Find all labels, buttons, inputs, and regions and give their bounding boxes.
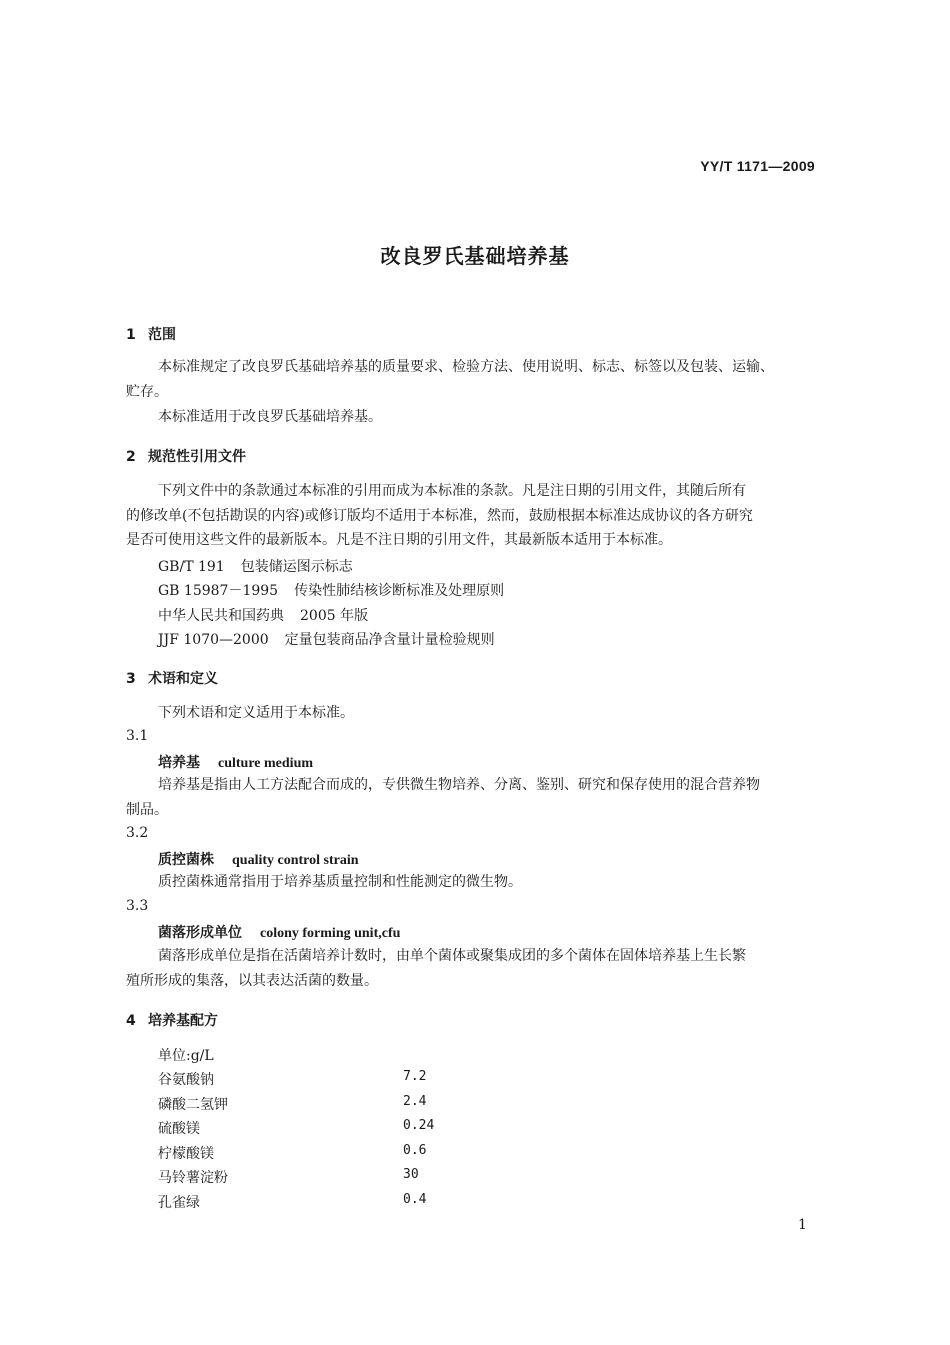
reference-title: 包装储运图示标志 <box>240 559 353 575</box>
reference-code: GB 15987－1995 <box>158 583 279 599</box>
normative-reference <box>158 580 504 600</box>
document-title: 改良罗氏基础培养基 <box>380 244 570 268</box>
ingredient-name: 孔雀绿 <box>158 1195 200 1211</box>
normative-reference <box>158 629 495 649</box>
section-4-heading <box>126 1010 218 1030</box>
term-chinese: 培养基 <box>158 755 200 771</box>
reference-code: 中华人民共和国药典 <box>158 608 284 624</box>
section-title: 培养基配方 <box>148 1013 218 1029</box>
term-chinese: 质控菌株 <box>158 852 214 868</box>
term-english: quality control strain <box>232 853 359 868</box>
ingredient-name: 硫酸镁 <box>158 1121 200 1137</box>
section-1-heading <box>126 324 176 344</box>
section-3-intro: 下列术语和定义适用于本标准。 <box>158 705 354 721</box>
section-2-heading <box>126 446 246 466</box>
section-title: 规范性引用文件 <box>148 449 246 465</box>
term-definition-line: 培养基是指由人工方法配合而成的，专供微生物培养、分离、鉴别、研究和保存使用的混合营养物 <box>158 777 760 793</box>
section-number: 3 <box>126 671 136 687</box>
term-number: 3.3 <box>126 898 149 914</box>
term-number: 3.1 <box>126 728 149 744</box>
term-english: culture medium <box>218 756 314 771</box>
section-1-paragraph-line: 贮存。 <box>126 384 168 400</box>
term-english: colony forming unit,cfu <box>260 926 401 941</box>
term-definition-line: 质控菌株通常指用于培养基质量控制和性能测定的微生物。 <box>158 874 522 890</box>
term-definition-line: 殖所形成的集落，以其表达活菌的数量。 <box>126 973 378 989</box>
formula-row <box>158 1094 458 1114</box>
ingredient-name: 马铃薯淀粉 <box>158 1170 228 1186</box>
normative-reference <box>158 605 368 625</box>
page-number: 1 <box>798 1217 807 1233</box>
ingredient-value: 0.24 <box>403 1118 435 1133</box>
ingredient-value: 30 <box>403 1167 419 1182</box>
reference-code: JJF 1070—2000 <box>158 632 269 648</box>
term-entry <box>158 752 313 772</box>
term-number: 3.2 <box>126 825 149 841</box>
formula-row <box>158 1118 458 1138</box>
formula-row <box>158 1167 458 1187</box>
ingredient-value: 2.4 <box>403 1094 427 1109</box>
section-number: 2 <box>126 449 136 465</box>
term-entry <box>158 849 359 869</box>
normative-reference <box>158 556 353 576</box>
reference-title: 定量包装商品净含量计量检验规则 <box>284 632 495 648</box>
reference-code: GB/T 191 <box>158 559 225 575</box>
term-definition-line: 制品。 <box>126 802 168 818</box>
ingredient-name: 磷酸二氢钾 <box>158 1097 228 1113</box>
section-3-heading <box>126 668 218 688</box>
section-1-paragraph: 本标准适用于改良罗氏基础培养基。 <box>158 409 382 425</box>
ingredient-value: 7.2 <box>403 1069 427 1084</box>
ingredient-name: 谷氨酸钠 <box>158 1072 214 1088</box>
ingredient-value: 0.6 <box>403 1143 427 1158</box>
formula-row <box>158 1143 458 1163</box>
formula-row <box>158 1069 458 1089</box>
section-2-paragraph-line: 下列文件中的条款通过本标准的引用而成为本标准的条款。凡是注日期的引用文件，其随后所有 <box>158 483 746 499</box>
section-title: 术语和定义 <box>148 671 218 687</box>
section-1-paragraph-line: 本标准规定了改良罗氏基础培养基的质量要求、检验方法、使用说明、标志、标签以及包装、运输、 <box>158 359 774 375</box>
ingredient-value: 0.4 <box>403 1192 427 1207</box>
term-entry <box>158 922 400 942</box>
formula-unit: 单位:g/L <box>158 1048 214 1064</box>
section-2-paragraph-line: 的修改单(不包括勘误的内容)或修订版均不适用于本标准，然而，鼓励根据本标准达成协议的各方研究 <box>126 508 753 524</box>
ingredient-name: 柠檬酸镁 <box>158 1146 214 1162</box>
section-number: 1 <box>126 327 136 343</box>
reference-title: 2005 年版 <box>300 608 369 624</box>
section-number: 4 <box>126 1013 136 1029</box>
term-definition-line: 菌落形成单位是指在活菌培养计数时，由单个菌体或聚集成团的多个菌体在固体培养基上生长繁 <box>158 948 746 964</box>
formula-row <box>158 1192 458 1212</box>
section-title: 范围 <box>148 327 176 343</box>
term-chinese: 菌落形成单位 <box>158 925 242 941</box>
reference-title: 传染性肺结核诊断标准及处理原则 <box>294 583 505 599</box>
section-2-paragraph-line: 是否可使用这些文件的最新版本。凡是不注日期的引用文件，其最新版本适用于本标准。 <box>126 532 672 548</box>
standard-code: YY/T 1171—2009 <box>700 158 815 174</box>
